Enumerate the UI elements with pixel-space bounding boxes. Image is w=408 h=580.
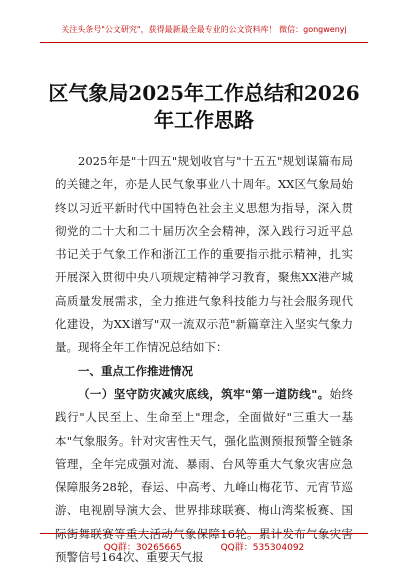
footer-qq-group-1: QQ群：30265665 — [103, 543, 182, 553]
footer-qq-group-2: QQ群：535304092 — [220, 543, 305, 553]
page-header: 关注头条号"公文研究"，获得最新最全最专业的公文资料库！ 微信：gongwenyj — [61, 25, 347, 34]
subsection-heading: （一）坚守防灾减灾底线，筑牢"第一道防线"。 — [78, 386, 330, 401]
header-divider — [40, 42, 368, 43]
page-footer — [0, 540, 408, 553]
section-heading: 一、重点工作推进情况 — [78, 363, 193, 378]
document-body — [55, 150, 353, 569]
intro-paragraph: 2025年是"十四五"规划收官与"十五五"规划谋篇布局的关键之年，亦是人民气象事业八十周年。XX区气象局始终以习近平新时代中国特色社会主义思想为指导，深入贯彻党的二十大和二十届历次全会精神，深入践行习近平总书记关于气象工作和浙江工作的重要指示批示精神，扎实开展深入贯彻中央八项规定精神学习教育，聚焦XX港产城高质量发展需求，全力推进气象科技能力与社会服务现代化建设，为XX谱写"双一流双示范"新篇章注入坚实气象力量。现将全年工作情况总结如下： — [55, 154, 353, 355]
document-title: 区气象局2025年工作总结和2026年工作思路 — [48, 81, 360, 132]
footer-divider — [40, 533, 368, 534]
subsection-text: 始终践行"人民至上、生命至上"理念，全面做好"三重大一基本"气象服务。针对灾害性天气，强化监测预报预警全链条管理，全年完成强对流、暴雨、台风等重大气象灾害应急保障服务28轮，春运、中高考、九峰山梅花节、元宵节巡游、电视剧导演大会、世界排球联赛、梅山湾桨板赛、国际街舞联赛等重大活动气象保障16轮。累计发布气象灾害预警信号164次、重要天气报 — [55, 386, 353, 565]
